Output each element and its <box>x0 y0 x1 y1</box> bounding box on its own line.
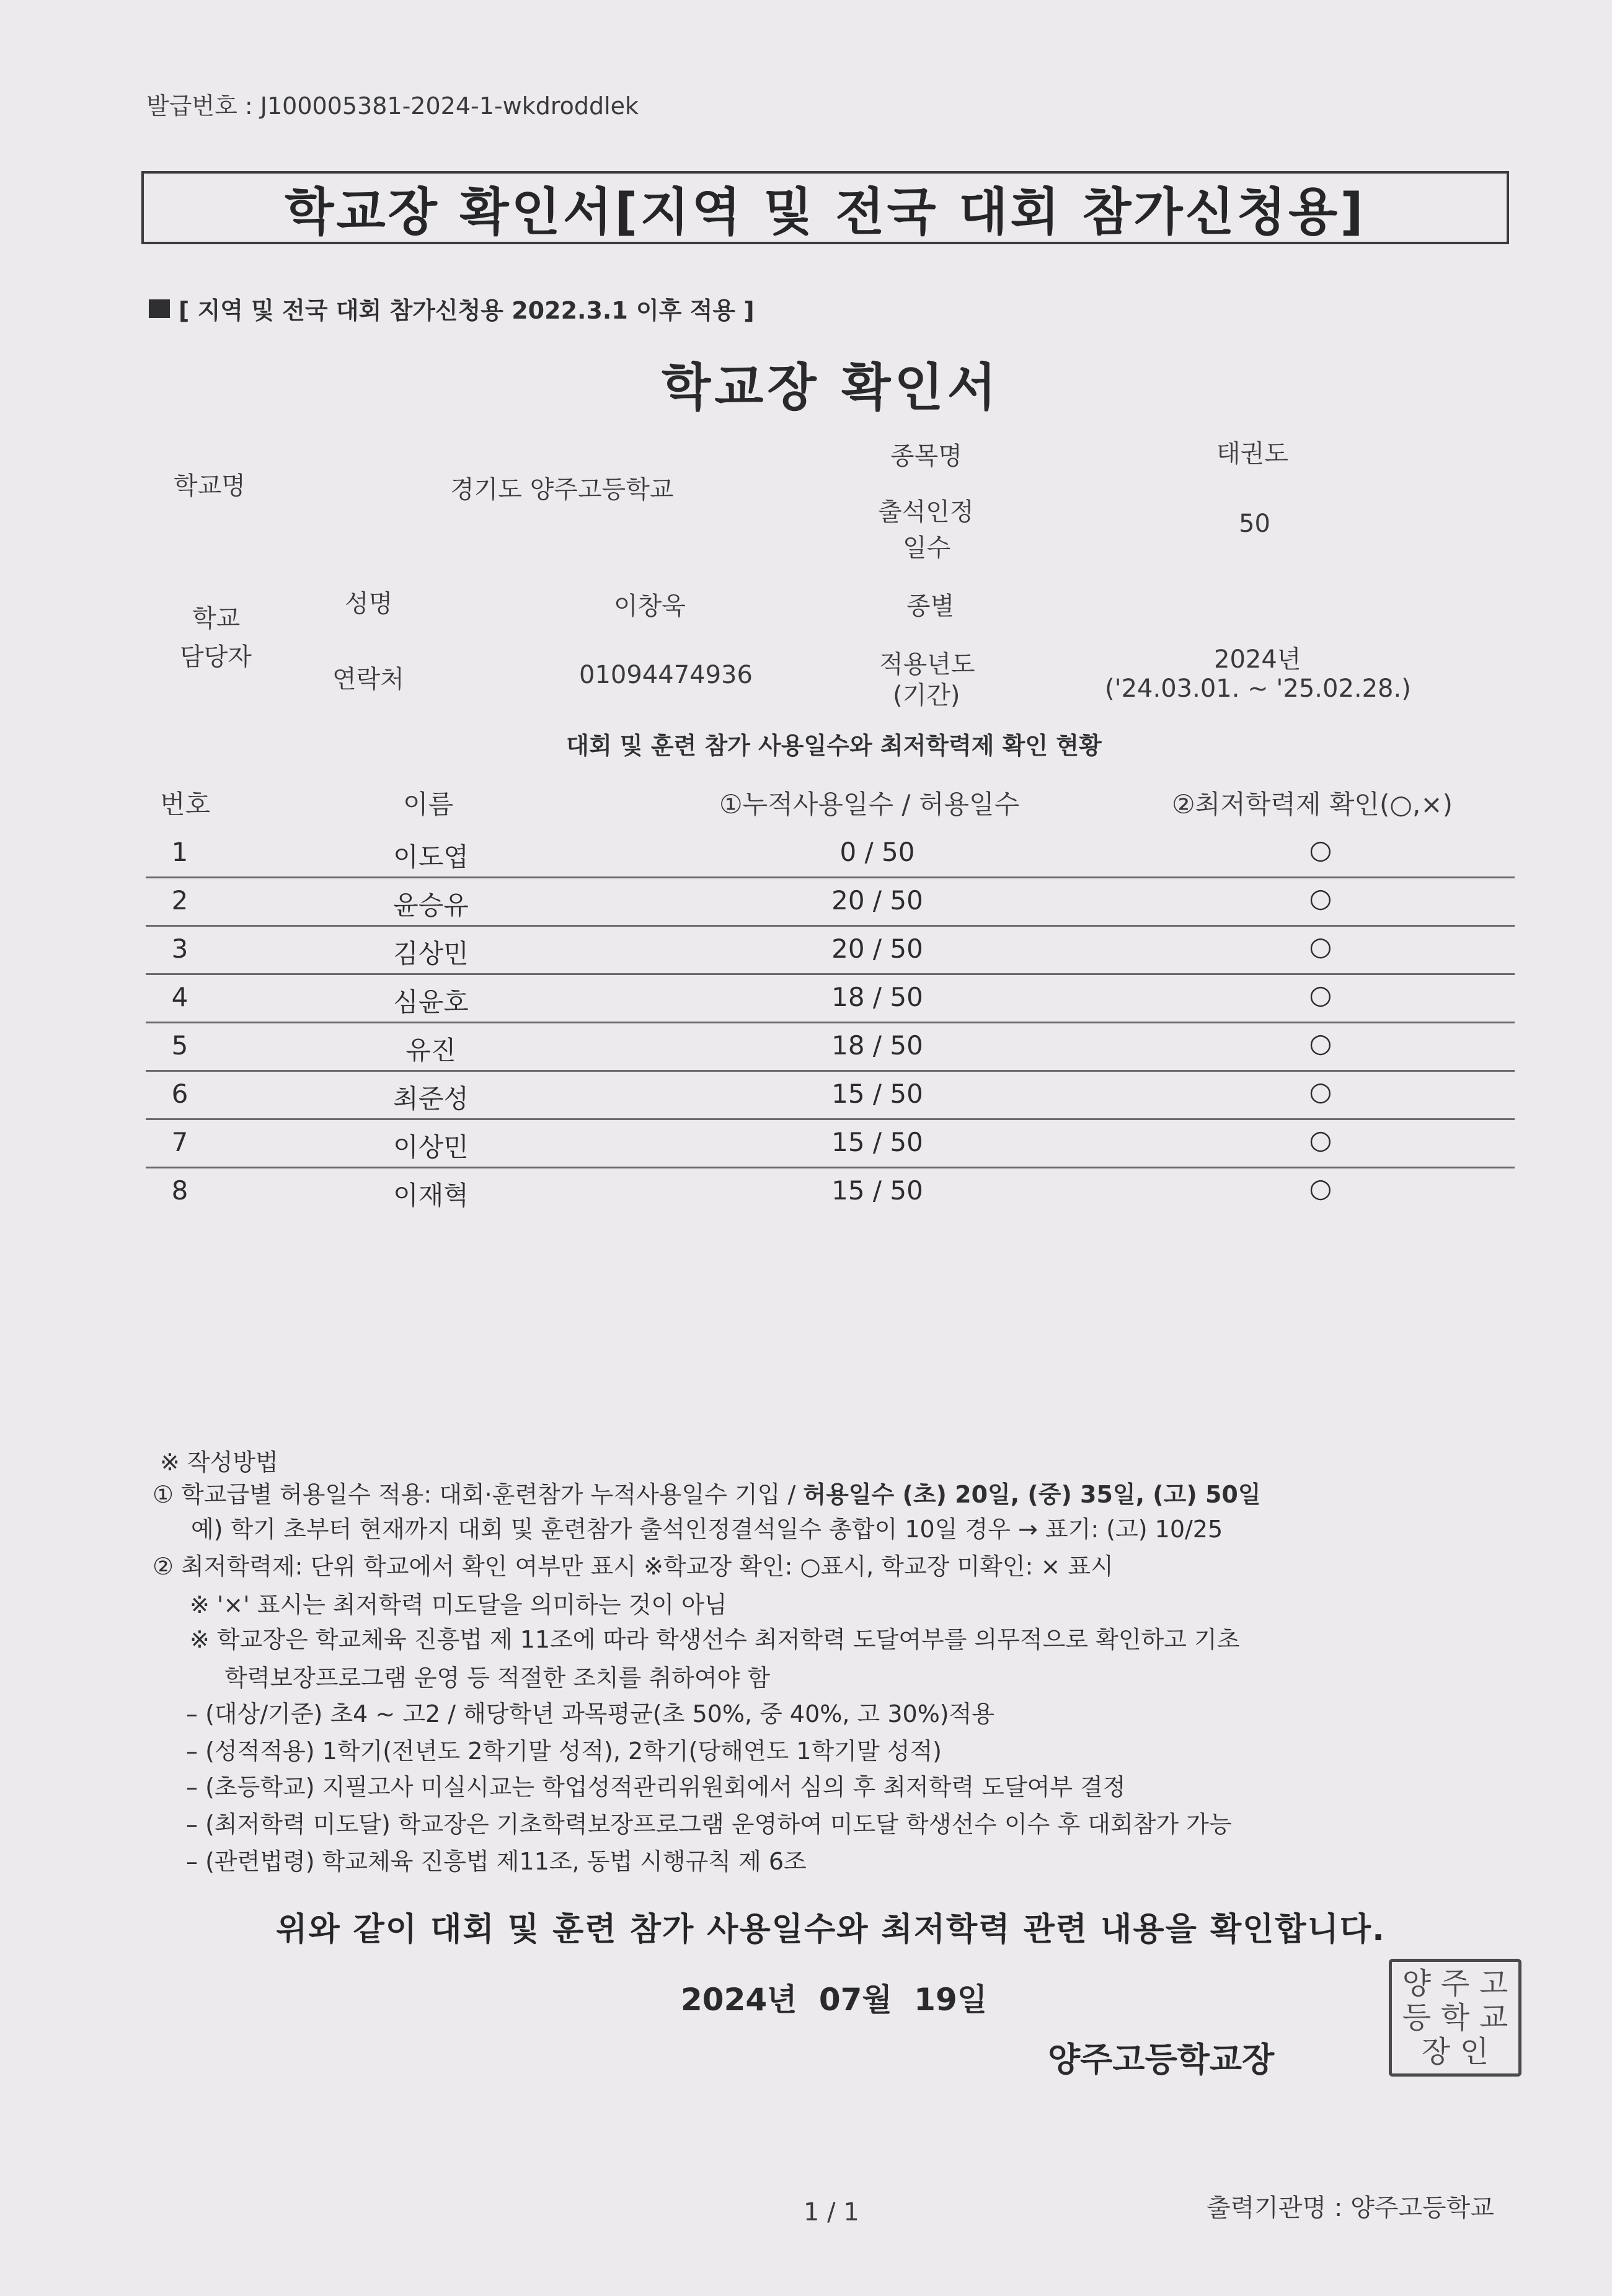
application-note-text: [ 지역 및 전국 대회 참가신청용 2022.3.1 이후 적용 ] <box>179 297 755 324</box>
issue-date: 2024년 07월 19일 <box>681 1982 988 2018</box>
row-days: 15 / 50 <box>831 1127 923 1157</box>
row-number: 4 <box>171 982 188 1012</box>
seal-char: 등 <box>1402 2000 1432 2035</box>
seal-char: 주 <box>1440 1966 1470 2002</box>
row-name: 윤승유 <box>393 890 469 921</box>
seal-char: 학 <box>1440 2000 1470 2035</box>
output-organization: 출력기관명 : 양주고등학교 <box>1207 2194 1494 2222</box>
issue-number: 발급번호 : J100005381-2024-1-wkdroddlek <box>146 92 639 120</box>
attendance-value: 50 <box>1239 510 1270 538</box>
table-row <box>146 828 1515 878</box>
row-days: 15 / 50 <box>831 1079 923 1109</box>
header-days: ①누적사용일수 / 허용일수 <box>719 789 1020 819</box>
table-row <box>146 1022 1515 1072</box>
instruction-8: – (성적적용) 1학기(전년도 2학기말 성적), 2학기(당해연도 1학기말 성적) <box>186 1737 942 1765</box>
row-name: 이재혁 <box>393 1180 469 1211</box>
instruction-4: ※ '×' 표시는 최저학력 미도달을 의미하는 것이 아님 <box>190 1591 727 1618</box>
header-title: 학교장 확인서[지역 및 전국 대회 참가신청용] <box>141 171 1509 244</box>
row-name: 심윤호 <box>393 987 469 1017</box>
table-row <box>146 876 1515 927</box>
instruction-11: – (관련법령) 학교체육 진흥법 제11조, 동법 시행규칙 제 6조 <box>186 1848 807 1875</box>
row-name: 이도엽 <box>393 842 469 872</box>
table-title: 대회 및 훈련 참가 사용일수와 최저학력제 확인 현황 <box>566 732 1102 759</box>
row-days: 20 / 50 <box>831 934 923 964</box>
instruction-1-text: ① 학교급별 허용일수 적용: 대회·훈련참가 누적사용일수 기입 / <box>153 1481 804 1508</box>
school-value: 경기도 양주고등학교 <box>450 475 674 504</box>
contact-value: 01094474936 <box>579 661 753 689</box>
instruction-3: ② 최저학력제: 단위 학교에서 확인 여부만 표시 ※학교장 확인: ○표시, 학교장 미확인: × 표시 <box>153 1553 1114 1580</box>
header-min-academic: ②최저학력제 확인(○,×) <box>1172 789 1453 819</box>
header-number: 번호 <box>160 789 211 819</box>
table-row <box>146 1070 1515 1120</box>
name-label: 성명 <box>345 589 393 618</box>
row-days: 15 / 50 <box>831 1175 923 1206</box>
seal-char: 고 <box>1479 1966 1508 2002</box>
row-confirm-mark: ○ <box>1309 1124 1332 1155</box>
sport-value: 태권도 <box>1216 439 1288 468</box>
seal-char: 장 <box>1421 2034 1451 2069</box>
period-value: ('24.03.01. ~ '25.02.28.) <box>1105 674 1411 703</box>
table-row <box>146 1118 1515 1168</box>
instruction-5: ※ 학교장은 학교체육 진흥법 제 11조에 따라 학생선수 최저학력 도달여부를 의무적으로 확인하고 기초 <box>190 1626 1240 1653</box>
confirmation-statement: 위와 같이 대회 및 훈련 참가 사용일수와 최저학력 관련 내용을 확인합니다. <box>276 1911 1386 1948</box>
instruction-1-bold: 허용일수 (초) 20일, (중) 35일, (고) 50일 <box>803 1481 1261 1508</box>
document-title: 학교장 확인서 <box>662 358 1000 417</box>
school-label: 학교명 <box>174 472 246 500</box>
page-number: 1 / 1 <box>804 2198 859 2227</box>
attendance-label-2: 일수 <box>903 534 951 562</box>
kind-label: 종별 <box>906 592 955 620</box>
row-confirm-mark: ○ <box>1309 931 1332 961</box>
row-confirm-mark: ○ <box>1309 883 1332 913</box>
row-confirm-mark: ○ <box>1309 979 1332 1010</box>
row-number: 2 <box>171 885 188 916</box>
row-confirm-mark: ○ <box>1309 834 1332 865</box>
sport-label: 종목명 <box>890 442 962 470</box>
row-name: 유진 <box>405 1035 456 1066</box>
year-value: 2024년 <box>1214 645 1301 674</box>
instructions-heading: ※ 작성방법 <box>160 1449 278 1476</box>
table-row <box>146 973 1515 1023</box>
table-row <box>146 925 1515 975</box>
application-note <box>149 291 755 325</box>
row-number: 3 <box>171 934 188 964</box>
table-row <box>146 1167 1515 1215</box>
header-name: 이름 <box>403 789 454 819</box>
manager-label-1: 학교 <box>192 604 241 633</box>
school-seal <box>1389 1959 1521 2077</box>
row-confirm-mark: ○ <box>1309 1028 1332 1058</box>
year-label-1: 적용년도 <box>879 650 975 679</box>
row-number: 5 <box>171 1030 188 1061</box>
row-confirm-mark: ○ <box>1309 1076 1332 1106</box>
instruction-9: – (초등학교) 지필고사 미실시교는 학업성적관리위원회에서 심의 후 최저학력 도달여부 결정 <box>186 1773 1126 1801</box>
row-confirm-mark: ○ <box>1309 1173 1332 1203</box>
instruction-1 <box>153 1475 1261 1509</box>
principal-name: 양주고등학교장 <box>1048 2040 1275 2079</box>
instruction-6: 학력보장프로그램 운영 등 적절한 조치를 취하여야 함 <box>224 1664 771 1692</box>
row-name: 김상민 <box>393 938 469 969</box>
instruction-10: – (최저학력 미도달) 학교장은 기초학력보장프로그램 운영하여 미도달 학생선수 이수 후 대회참가 가능 <box>186 1811 1232 1838</box>
row-name: 이상민 <box>393 1132 469 1162</box>
row-name: 최준성 <box>393 1084 469 1114</box>
year-label-2: (기간) <box>893 681 960 710</box>
row-days: 20 / 50 <box>831 885 923 916</box>
instruction-2: 예) 학기 초부터 현재까지 대회 및 훈련참가 출석인정결석일수 총합이 10일 경우 → 표기: (고) 10/25 <box>191 1516 1223 1543</box>
row-days: 0 / 50 <box>839 837 915 867</box>
attendance-label-1: 출석인정 <box>878 498 974 526</box>
row-days: 18 / 50 <box>831 1030 923 1061</box>
seal-char: 양 <box>1402 1966 1432 2002</box>
row-number: 8 <box>171 1175 188 1206</box>
name-value: 이창욱 <box>614 592 686 620</box>
seal-char: 인 <box>1459 2034 1489 2069</box>
row-number: 7 <box>171 1127 188 1157</box>
contact-label: 연락처 <box>332 665 404 694</box>
instruction-7: – (대상/기준) 초4 ~ 고2 / 해당학년 과목평균(초 50%, 중 40%, 고 30%)적용 <box>186 1700 995 1728</box>
row-number: 6 <box>171 1079 188 1109</box>
seal-char: 교 <box>1479 2000 1508 2035</box>
square-bullet-icon <box>149 299 170 318</box>
row-number: 1 <box>171 837 188 867</box>
row-days: 18 / 50 <box>831 982 923 1012</box>
manager-label-2: 담당자 <box>180 643 252 671</box>
